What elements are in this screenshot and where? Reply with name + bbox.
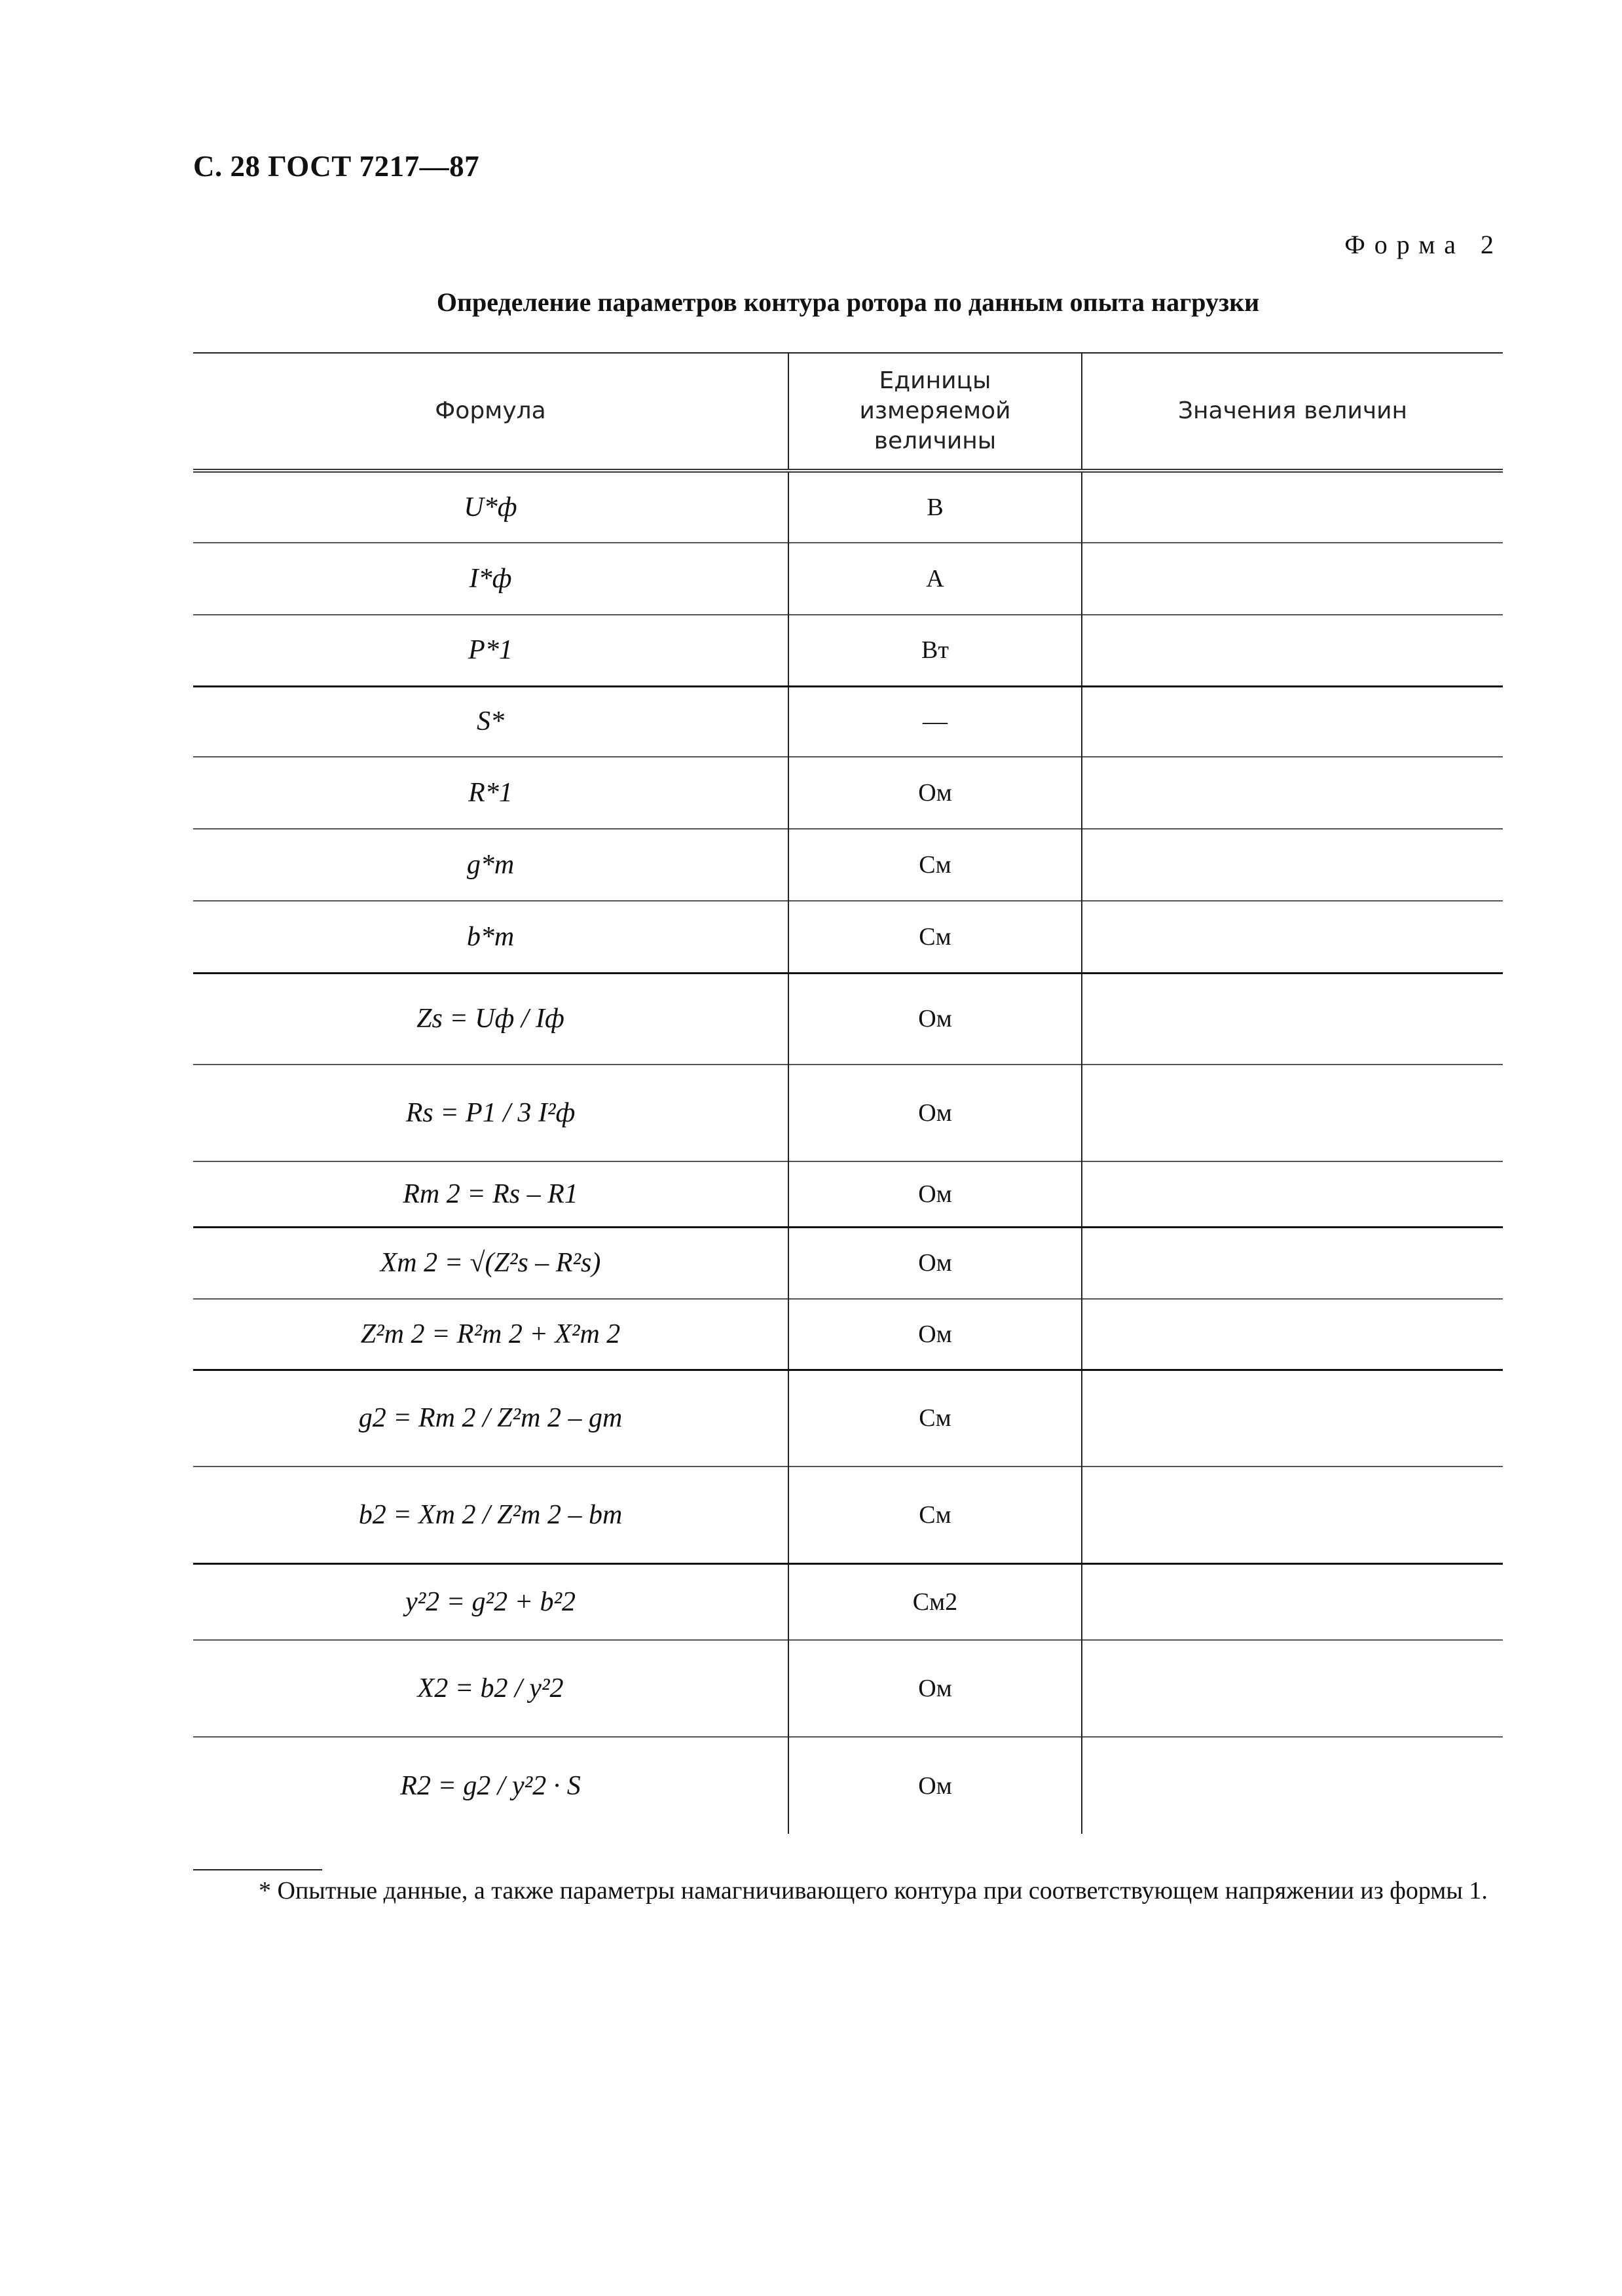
table-row — [193, 686, 1503, 757]
formula-cell: R2 = g2 / y²2 · S — [193, 1737, 788, 1834]
unit-cell: В — [788, 471, 1082, 543]
table-row — [193, 615, 1503, 686]
table-row — [193, 471, 1503, 543]
value-cell[interactable] — [1082, 543, 1503, 615]
column-header-formula: Формула — [193, 353, 788, 471]
unit-cell: Ом — [788, 757, 1082, 829]
table-row — [193, 1563, 1503, 1640]
document-title: Определение параметров контура ротора по данным опыта нагрузки — [436, 287, 1260, 317]
table-row — [193, 901, 1503, 973]
value-cell[interactable] — [1082, 1299, 1503, 1370]
unit-cell: См — [788, 1467, 1082, 1563]
value-cell[interactable] — [1082, 615, 1503, 686]
column-header-values: Значения величин — [1082, 353, 1503, 471]
unit-cell: — — [788, 686, 1082, 757]
table-row — [193, 973, 1503, 1065]
unit-cell: Ом — [788, 1737, 1082, 1834]
table-row — [193, 1737, 1503, 1834]
value-cell[interactable] — [1082, 1065, 1503, 1161]
formula-cell: Rs = P1 / 3 I²ф — [193, 1065, 788, 1161]
formula-cell: g*m — [193, 829, 788, 901]
table-row — [193, 1467, 1503, 1563]
value-cell[interactable] — [1082, 1370, 1503, 1467]
unit-cell: Ом — [788, 1161, 1082, 1227]
table-header-row — [193, 353, 1503, 471]
formula-cell: g2 = Rm 2 / Z²m 2 – gm — [193, 1370, 788, 1467]
value-cell[interactable] — [1082, 1161, 1503, 1227]
formula-cell: Z²m 2 = R²m 2 + X²m 2 — [193, 1299, 788, 1370]
formula-cell: X2 = b2 / y²2 — [193, 1640, 788, 1737]
formula-cell: y²2 = g²2 + b²2 — [193, 1563, 788, 1640]
value-cell[interactable] — [1082, 1563, 1503, 1640]
unit-cell: Ом — [788, 1227, 1082, 1299]
table-row — [193, 829, 1503, 901]
table-row — [193, 1161, 1503, 1227]
formula-cell: Zs = Uф / Iф — [193, 973, 788, 1065]
unit-cell: Ом — [788, 1640, 1082, 1737]
unit-cell: См2 — [788, 1563, 1082, 1640]
value-cell[interactable] — [1082, 1467, 1503, 1563]
footnote-divider — [193, 1869, 322, 1870]
value-cell[interactable] — [1082, 757, 1503, 829]
value-cell[interactable] — [1082, 901, 1503, 973]
table-row — [193, 1227, 1503, 1299]
unit-cell: См — [788, 1370, 1082, 1467]
table-row — [193, 757, 1503, 829]
formula-cell: U*ф — [464, 492, 517, 522]
value-cell[interactable] — [1082, 973, 1503, 1065]
column-header-units: Единицы измеряемой величины — [788, 353, 1082, 471]
value-cell[interactable] — [1082, 471, 1503, 543]
formula-cell: P*1 — [193, 615, 788, 686]
value-cell[interactable] — [1082, 1640, 1503, 1737]
formula-cell: b2 = Xm 2 / Z²m 2 – bm — [193, 1467, 788, 1563]
footnote: * Опытные данные, а также параметры намагничивающего контура при соответствующем напряжении из формы 1. — [259, 1877, 1488, 1904]
unit-cell: См — [788, 829, 1082, 901]
formula-cell: I*ф — [193, 543, 788, 615]
form-label: Форма 2 — [1344, 230, 1503, 259]
value-cell[interactable] — [1082, 829, 1503, 901]
formula-cell: R*1 — [193, 757, 788, 829]
formula-cell: b*m — [193, 901, 788, 973]
table-row — [193, 1640, 1503, 1737]
table-row — [193, 543, 1503, 615]
unit-cell: Вт — [788, 615, 1082, 686]
unit-cell: Ом — [788, 1299, 1082, 1370]
formula-cell: Rm 2 = Rs – R1 — [193, 1161, 788, 1227]
unit-cell: Ом — [788, 1065, 1082, 1161]
table-row — [193, 1370, 1503, 1467]
parameters-table — [193, 352, 1503, 1834]
table-row — [193, 1299, 1503, 1370]
value-cell[interactable] — [1082, 1737, 1503, 1834]
value-cell[interactable] — [1082, 686, 1503, 757]
unit-cell: См — [788, 901, 1082, 973]
unit-cell: А — [788, 543, 1082, 615]
page-header: С. 28 ГОСТ 7217—87 — [193, 150, 480, 183]
formula-cell: Xm 2 = √(Z²s – R²s) — [193, 1227, 788, 1299]
value-cell[interactable] — [1082, 1227, 1503, 1299]
formula-cell: S* — [193, 686, 788, 757]
table-row — [193, 1065, 1503, 1161]
unit-cell: Ом — [788, 973, 1082, 1065]
